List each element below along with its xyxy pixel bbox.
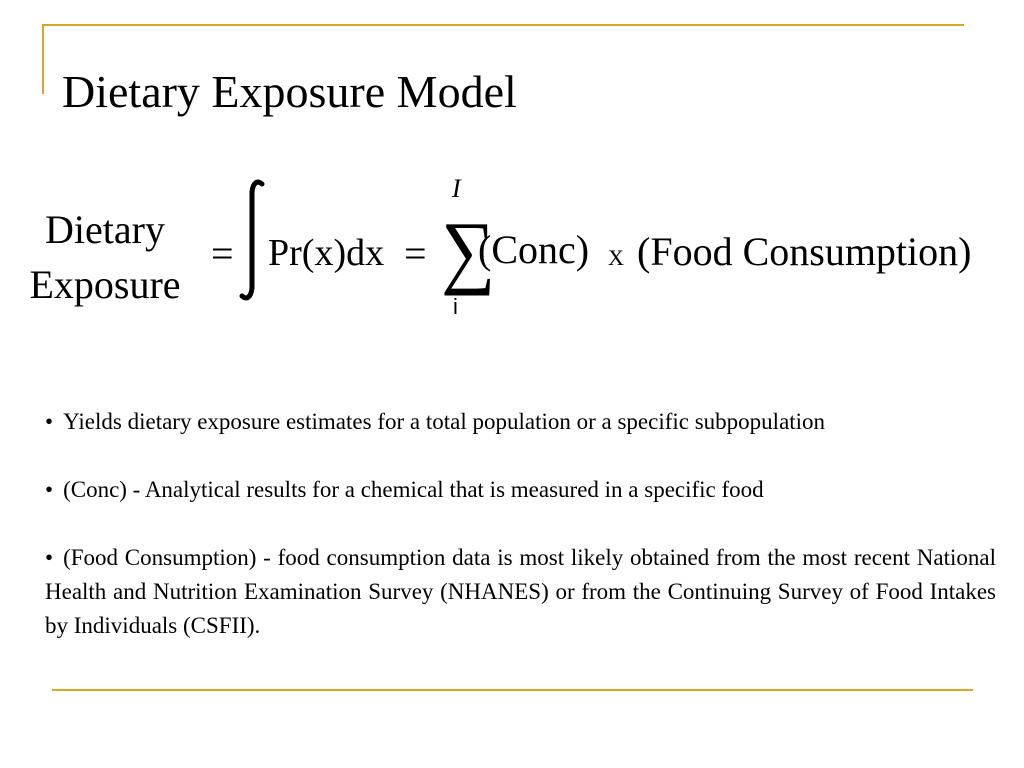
- top-accent-rule: [42, 24, 964, 26]
- bullet-list: [45, 405, 996, 643]
- equation-lhs-line2: Exposure: [29, 262, 181, 308]
- bullet-marker: •: [45, 545, 54, 570]
- bullet-item: [45, 541, 996, 643]
- bullet-item: [45, 473, 996, 507]
- equation-lhs-line1: Dietary: [45, 207, 165, 252]
- conc-term: (Conc): [478, 227, 590, 272]
- bullet-marker: •: [45, 409, 54, 434]
- equals-sign-2: =: [404, 231, 427, 276]
- sum-lower-limit: i: [453, 294, 458, 319]
- integral-sign-icon: [232, 178, 272, 302]
- integrand: Pr(x)dx: [268, 232, 385, 274]
- bottom-accent-rule: [52, 689, 973, 691]
- side-accent-rule: [42, 24, 44, 94]
- bullet-text: (Conc) - Analytical results for a chemical that is measured in a specific food: [63, 477, 764, 502]
- equals-sign: =: [211, 231, 234, 276]
- slide-title: Dietary Exposure Model: [62, 66, 517, 117]
- summation-sign: ∑: [441, 205, 496, 297]
- food-consumption-term: (Food Consumption): [637, 229, 972, 274]
- bullet-marker: •: [45, 477, 54, 502]
- equation-lhs: [10, 202, 200, 312]
- sum-upper-limit: I: [452, 174, 461, 203]
- multiply-sign: X: [608, 245, 624, 270]
- bullet-text: Yields dietary exposure estimates for a total population or a specific subpopulation: [63, 409, 826, 434]
- bullet-text: (Food Consumption) - food consumption data is most likely obtained from the most recent National Health and Nutrition Examination Survey (NHANES) or from the Continuing Survey of Food Intakes by Individuals (CSFII).: [45, 545, 996, 638]
- bullet-item: [45, 405, 996, 439]
